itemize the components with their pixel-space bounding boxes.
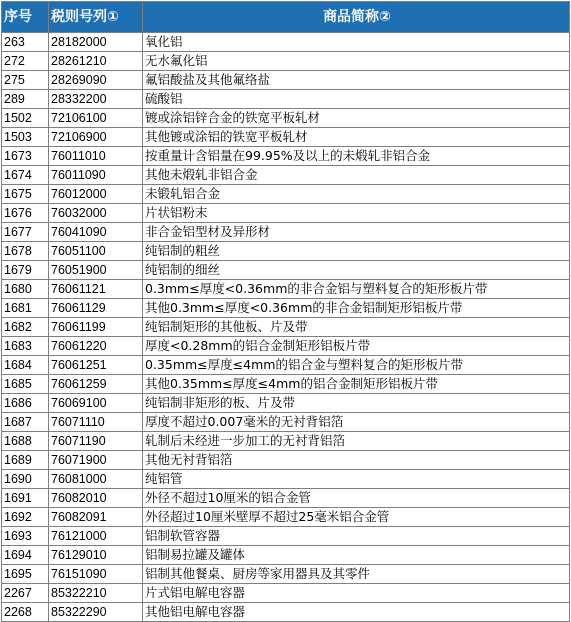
cell-product-name: 外径超过10厘米壁厚不超过25毫米铝合金管 [143,508,570,527]
cell-serial-number: 1675 [2,185,49,204]
cell-serial-number: 1503 [2,128,49,147]
cell-serial-number: 1682 [2,318,49,337]
cell-serial-number: 1689 [2,451,49,470]
table-row [2,603,570,622]
table-row [2,185,570,204]
cell-product-name: 镀或涂铝锌合金的铁宽平板轧材 [143,109,570,128]
table-row [2,432,570,451]
cell-tariff-code: 76071190 [49,432,143,451]
cell-tariff-code: 76081000 [49,470,143,489]
cell-serial-number: 275 [2,71,49,90]
cell-serial-number: 1502 [2,109,49,128]
cell-product-name: 其他0.3mm≤厚度<0.36mm的非合金铝制矩形铝板片带 [143,299,570,318]
cell-product-name: 纯铝制非矩形的板、片及带 [143,394,570,413]
cell-tariff-code: 76069100 [49,394,143,413]
cell-product-name: 外径不超过10厘米的铝合金管 [143,489,570,508]
cell-product-name: 厚度<0.28mm的铝合金制矩形铝板片带 [143,337,570,356]
cell-product-name: 其他镀或涂铝的铁宽平板轧材 [143,128,570,147]
table-row [2,280,570,299]
cell-tariff-code: 85322290 [49,603,143,622]
cell-product-name: 0.35mm≤厚度≤4mm的铝合金与塑料复合的矩形板片带 [143,356,570,375]
cell-serial-number: 263 [2,33,49,52]
cell-serial-number: 1692 [2,508,49,527]
table-header-row [2,2,570,33]
cell-product-name: 氧化铝 [143,33,570,52]
cell-serial-number: 1685 [2,375,49,394]
cell-tariff-code: 85322210 [49,584,143,603]
cell-product-name: 非合金铝型材及异形材 [143,223,570,242]
cell-product-name: 按重量计含铝量在99.95%及以上的未煅轧非铝合金 [143,147,570,166]
cell-tariff-code: 76061220 [49,337,143,356]
cell-tariff-code: 76011090 [49,166,143,185]
table-row [2,242,570,261]
cell-product-name: 纯铝制矩形的其他板、片及带 [143,318,570,337]
cell-product-name: 未锻轧铝合金 [143,185,570,204]
cell-serial-number: 1686 [2,394,49,413]
table-row [2,413,570,432]
cell-serial-number: 2267 [2,584,49,603]
cell-tariff-code: 72106900 [49,128,143,147]
cell-serial-number: 1674 [2,166,49,185]
cell-tariff-code: 76129010 [49,546,143,565]
table-row [2,546,570,565]
cell-serial-number: 1678 [2,242,49,261]
cell-tariff-code: 76061251 [49,356,143,375]
cell-product-name: 纯铝制的细丝 [143,261,570,280]
cell-tariff-code: 28269090 [49,71,143,90]
table-row [2,527,570,546]
cell-product-name: 无水氟化铝 [143,52,570,71]
cell-tariff-code: 72106100 [49,109,143,128]
cell-tariff-code: 76121000 [49,527,143,546]
table-row [2,356,570,375]
cell-tariff-code: 76082091 [49,508,143,527]
table-row [2,451,570,470]
cell-product-name: 氟铝酸盐及其他氟络盐 [143,71,570,90]
cell-serial-number: 1687 [2,413,49,432]
table-row [2,318,570,337]
cell-product-name: 轧制后未经进一步加工的无衬背铝箔 [143,432,570,451]
table-row [2,261,570,280]
cell-product-name: 纯铝管 [143,470,570,489]
table-row [2,147,570,166]
table-row [2,109,570,128]
table-row [2,375,570,394]
cell-serial-number: 1690 [2,470,49,489]
cell-tariff-code: 76061259 [49,375,143,394]
table-row [2,166,570,185]
cell-tariff-code: 76061129 [49,299,143,318]
cell-serial-number: 289 [2,90,49,109]
table-row [2,90,570,109]
cell-serial-number: 2268 [2,603,49,622]
table-row [2,299,570,318]
cell-serial-number: 1681 [2,299,49,318]
table-row [2,71,570,90]
cell-tariff-code: 76151090 [49,565,143,584]
header-serial-number: 序号 [2,2,49,33]
cell-product-name: 其他铝电解电容器 [143,603,570,622]
table-row [2,394,570,413]
cell-serial-number: 1680 [2,280,49,299]
cell-product-name: 纯铝制的粗丝 [143,242,570,261]
header-product-name: 商品简称② [143,2,570,33]
cell-serial-number: 1677 [2,223,49,242]
cell-serial-number: 1676 [2,204,49,223]
cell-tariff-code: 76032000 [49,204,143,223]
table-row [2,204,570,223]
cell-tariff-code: 76011010 [49,147,143,166]
cell-serial-number: 1691 [2,489,49,508]
cell-tariff-code: 76071900 [49,451,143,470]
cell-serial-number: 1695 [2,565,49,584]
table-row [2,565,570,584]
cell-product-name: 片状铝粉末 [143,204,570,223]
cell-tariff-code: 76082010 [49,489,143,508]
cell-product-name: 铝制其他餐桌、厨房等家用器具及其零件 [143,565,570,584]
cell-product-name: 片式铝电解电容器 [143,584,570,603]
tariff-table [1,1,570,622]
cell-tariff-code: 76051100 [49,242,143,261]
cell-serial-number: 1673 [2,147,49,166]
cell-tariff-code: 28261210 [49,52,143,71]
cell-serial-number: 1694 [2,546,49,565]
table-row [2,33,570,52]
cell-serial-number: 1679 [2,261,49,280]
cell-tariff-code: 76061199 [49,318,143,337]
cell-tariff-code: 76051900 [49,261,143,280]
cell-product-name: 其他0.35mm≤厚度≤4mm的铝合金制矩形铝板片带 [143,375,570,394]
cell-serial-number: 1684 [2,356,49,375]
header-tariff-code: 税则号列① [49,2,143,33]
cell-product-name: 0.3mm≤厚度<0.36mm的非合金铝与塑料复合的矩形板片带 [143,280,570,299]
cell-tariff-code: 28332200 [49,90,143,109]
cell-product-name: 铝制易拉罐及罐体 [143,546,570,565]
table-row [2,489,570,508]
cell-serial-number: 272 [2,52,49,71]
cell-tariff-code: 76061121 [49,280,143,299]
cell-tariff-code: 76071110 [49,413,143,432]
table-row [2,52,570,71]
cell-serial-number: 1688 [2,432,49,451]
cell-tariff-code: 28182000 [49,33,143,52]
table-row [2,470,570,489]
cell-tariff-code: 76041090 [49,223,143,242]
cell-product-name: 其他未煅轧非铝合金 [143,166,570,185]
table-row [2,128,570,147]
cell-product-name: 铝制软管容器 [143,527,570,546]
cell-serial-number: 1683 [2,337,49,356]
cell-product-name: 厚度不超过0.007毫米的无衬背铝箔 [143,413,570,432]
cell-serial-number: 1693 [2,527,49,546]
table-row [2,337,570,356]
cell-product-name: 其他无衬背铝箔 [143,451,570,470]
table-row [2,223,570,242]
table-row [2,584,570,603]
cell-product-name: 硫酸铝 [143,90,570,109]
cell-tariff-code: 76012000 [49,185,143,204]
table-row [2,508,570,527]
